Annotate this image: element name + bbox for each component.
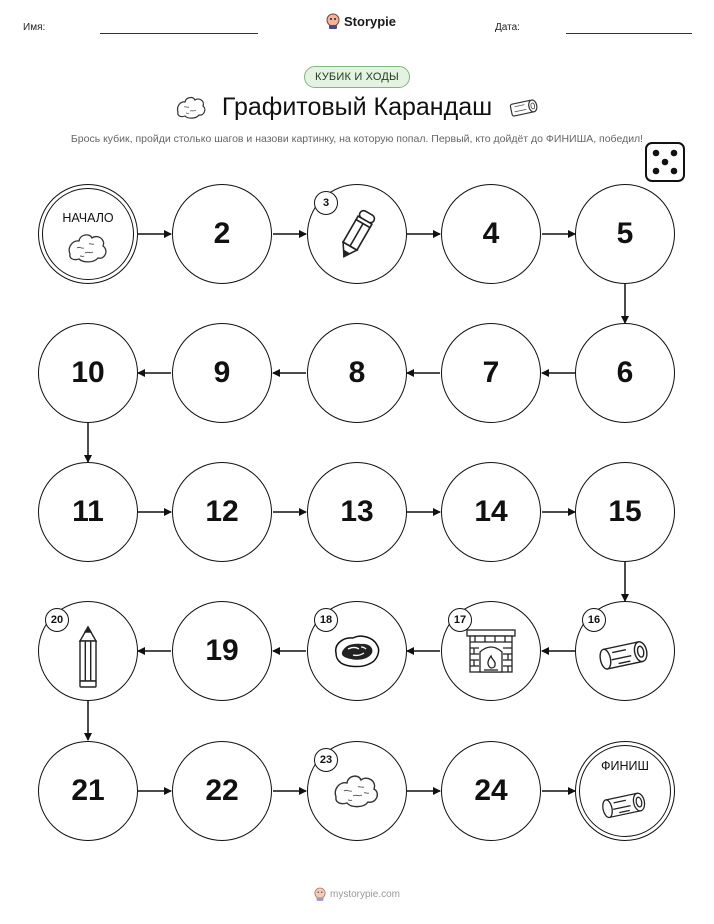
instructions: Брось кубик, пройди столько шагов и назови картинку, на которую попал. Первый, кто дойдёт до ФИНИША, победил! bbox=[70, 133, 644, 145]
cell-number: 21 bbox=[71, 774, 105, 807]
cell-number: 2 bbox=[213, 217, 231, 250]
board-cell-23[interactable] bbox=[307, 741, 407, 841]
cell-badge: 16 bbox=[582, 608, 606, 632]
board-cell-17[interactable] bbox=[441, 601, 541, 701]
board-cell-11[interactable] bbox=[38, 462, 138, 562]
name-label: Имя: bbox=[23, 22, 46, 33]
start-cell[interactable] bbox=[38, 184, 138, 284]
finish-cell[interactable] bbox=[575, 741, 675, 841]
board-cell-4[interactable] bbox=[441, 184, 541, 284]
footer-site[interactable]: mystorypie.com bbox=[329, 888, 400, 900]
board-cell-8[interactable] bbox=[307, 323, 407, 423]
brand-name: Storypie bbox=[344, 13, 397, 29]
storypie-mascot-icon bbox=[314, 887, 326, 901]
cell-number: 5 bbox=[616, 217, 634, 250]
board-cell-15[interactable] bbox=[575, 462, 675, 562]
board-cell-2[interactable] bbox=[172, 184, 272, 284]
start-label: НАЧАЛО bbox=[62, 211, 114, 225]
board-cell-9[interactable] bbox=[172, 323, 272, 423]
board-cell-24[interactable] bbox=[441, 741, 541, 841]
board-cell-19[interactable] bbox=[172, 601, 272, 701]
page-title: Графитовый Карандаш bbox=[221, 93, 493, 121]
pencil-icon bbox=[337, 206, 377, 262]
board-cell-7[interactable] bbox=[441, 323, 541, 423]
cell-badge: 3 bbox=[314, 191, 338, 215]
log-icon bbox=[597, 635, 653, 675]
cell-number: 7 bbox=[482, 356, 500, 389]
graphite-rock-icon bbox=[331, 771, 383, 811]
board-cell-16[interactable] bbox=[575, 601, 675, 701]
board-cell-21[interactable] bbox=[38, 741, 138, 841]
board-cell-20[interactable] bbox=[38, 601, 138, 701]
footer bbox=[0, 887, 714, 901]
cell-number: 6 bbox=[616, 356, 634, 389]
cell-number: 14 bbox=[474, 495, 508, 528]
cell-number: 4 bbox=[482, 217, 500, 250]
graphite-rock-icon bbox=[65, 230, 111, 266]
category-tag: КУБИК И ХОДЫ bbox=[304, 66, 410, 88]
pencil-icon bbox=[76, 625, 100, 689]
cell-number: 19 bbox=[205, 634, 239, 667]
board-cell-13[interactable] bbox=[307, 462, 407, 562]
coal-icon bbox=[331, 631, 383, 671]
cell-number: 8 bbox=[348, 356, 366, 389]
finish-label: ФИНИШ bbox=[601, 759, 649, 773]
cell-number: 10 bbox=[71, 356, 105, 389]
cell-number: 24 bbox=[474, 774, 508, 807]
cell-badge: 20 bbox=[45, 608, 69, 632]
board-cell-6[interactable] bbox=[575, 323, 675, 423]
cell-number: 13 bbox=[340, 495, 374, 528]
date-label: Дата: bbox=[495, 22, 520, 33]
cell-number: 22 bbox=[205, 774, 239, 807]
board-cell-5[interactable] bbox=[575, 184, 675, 284]
board-cell-10[interactable] bbox=[38, 323, 138, 423]
footer-brand bbox=[314, 887, 400, 901]
board-cell-12[interactable] bbox=[172, 462, 272, 562]
cell-badge: 17 bbox=[448, 608, 472, 632]
cell-number: 12 bbox=[205, 495, 239, 528]
cell-number: 15 bbox=[608, 495, 642, 528]
log-icon bbox=[600, 786, 650, 824]
cell-badge: 23 bbox=[314, 748, 338, 772]
board-cell-22[interactable] bbox=[172, 741, 272, 841]
board-cell-18[interactable] bbox=[307, 601, 407, 701]
cell-number: 9 bbox=[213, 356, 231, 389]
cell-badge: 18 bbox=[314, 608, 338, 632]
board-cell-3[interactable] bbox=[307, 184, 407, 284]
board-cell-14[interactable] bbox=[441, 462, 541, 562]
cell-number: 11 bbox=[72, 495, 104, 528]
fireplace-icon bbox=[465, 628, 517, 674]
